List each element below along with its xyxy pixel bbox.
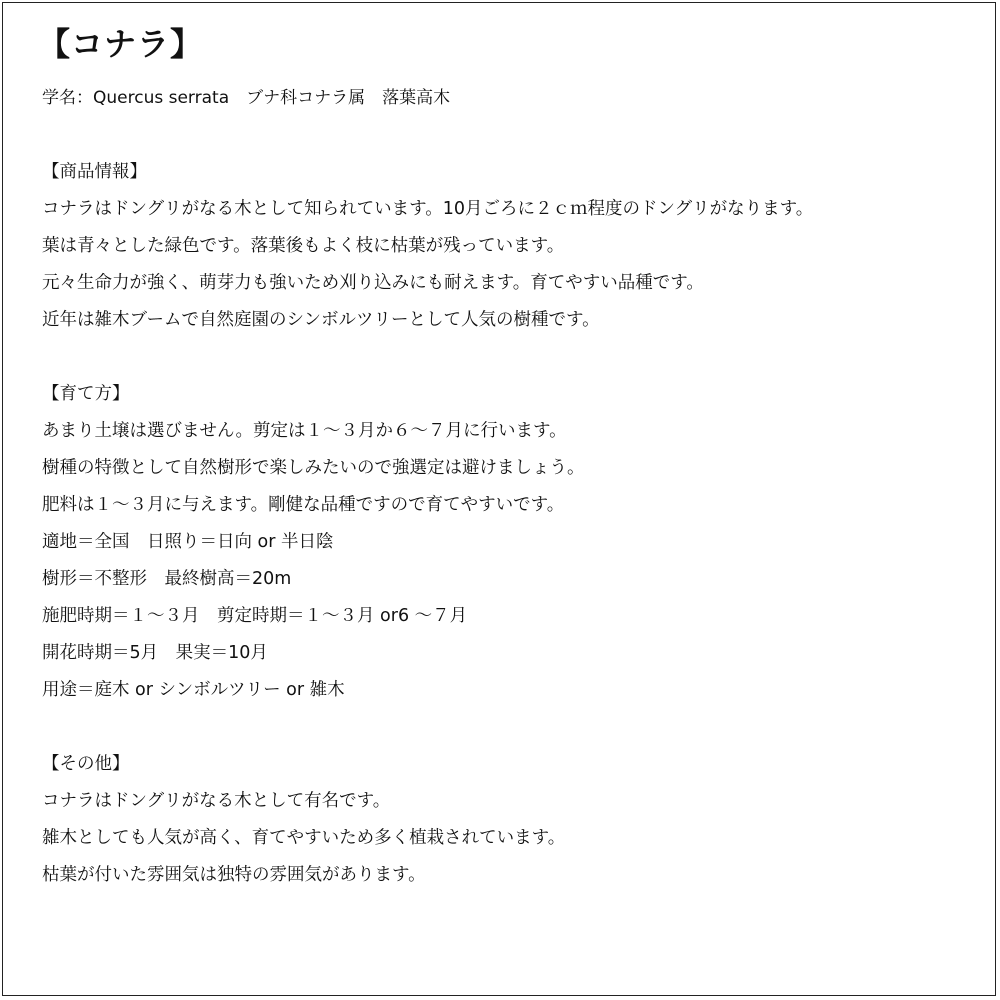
spacer <box>42 117 992 154</box>
section-heading: 【育て方】 <box>42 384 130 404</box>
text-line: 樹種の特徴として自然樹形で楽しみたいので強選定は避けましょう。 <box>42 458 585 478</box>
section-other <box>42 746 992 894</box>
text-line: コナラはドングリがなる木として有名です。 <box>42 791 391 811</box>
scientific-name-line: 学名：Quercus serrata ブナ科コナラ属 落葉高木 <box>42 88 451 108</box>
section-product-info <box>42 154 992 339</box>
text-line: 開花時期＝5月 果実＝10月 <box>42 643 268 663</box>
text-line: 近年は雑木ブームで自然庭園のシンボルツリーとして人気の樹種です。 <box>42 310 600 330</box>
page-title: 【コナラ】 <box>38 25 204 63</box>
text-line: 適地＝全国 日照り＝日向 or 半日陰 <box>42 532 334 552</box>
text-line: 肥料は１～３月に与えます。剛健な品種ですので育てやすいです。 <box>42 495 565 515</box>
document <box>38 22 992 894</box>
text-line: 樹形＝不整形 最終樹高＝20m <box>42 569 292 589</box>
text-line: コナラはドングリがなる木として知られています。10月ごろに２ｃｍ程度のドングリがなります。 <box>42 199 814 219</box>
section-heading: 【その他】 <box>42 754 130 774</box>
text-line: 雑木としても人気が高く、育てやすいため多く植栽されています。 <box>42 828 566 848</box>
text-line: 施肥時期＝１～３月 剪定時期＝１～３月 or6 ～７月 <box>42 606 468 626</box>
text-line: 枯葉が付いた雰囲気は独特の雰囲気があります。 <box>42 865 426 885</box>
text-line: 元々生命力が強く、萌芽力も強いため刈り込みにも耐えます。育てやすい品種です。 <box>42 273 704 293</box>
text-line: 用途＝庭木 or シンボルツリー or 雑木 <box>42 680 345 700</box>
section-how-to-grow <box>42 376 992 709</box>
spacer <box>42 709 992 746</box>
section-heading: 【商品情報】 <box>42 162 147 182</box>
text-line: あまり土壌は選びません。剪定は１～３月か６～７月に行います。 <box>42 421 567 441</box>
spacer <box>42 339 992 376</box>
text-line: 葉は青々とした緑色です。落葉後もよく枝に枯葉が残っています。 <box>42 236 565 256</box>
